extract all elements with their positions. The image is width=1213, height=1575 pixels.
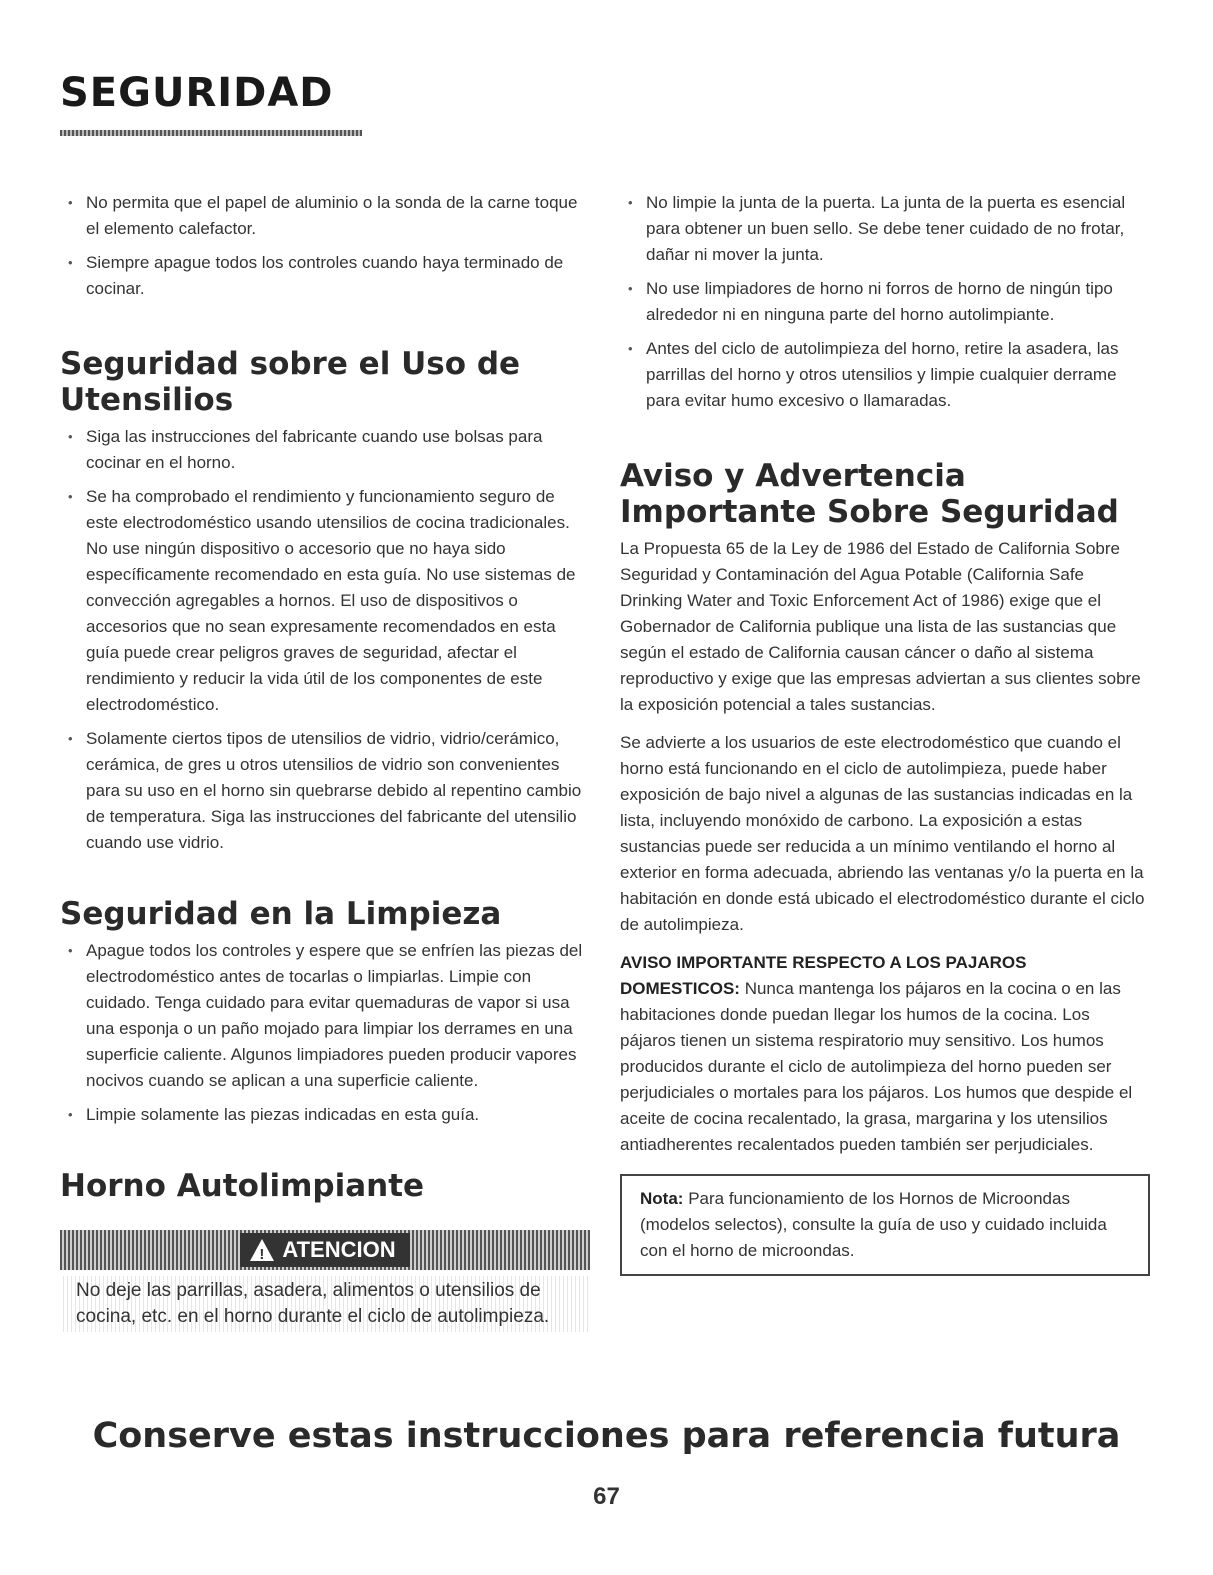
footer-reminder: Conserve estas instrucciones para referencia futura xyxy=(92,1416,1121,1456)
list-item: • Antes del ciclo de autolimpieza del horno, retire la asadera, las parrillas del horno y otros utensilios y limpie cualquier derrame para evitar humo excesivo o llamaradas. xyxy=(620,336,1150,414)
note-label: Nota: xyxy=(640,1189,684,1208)
list-item: • Se ha comprobado el rendimiento y funcionamiento seguro de este electrodoméstico usando utensilios de cocina tradicionales. No use ningún dispositivo o accesorio que no haya sido específicamente recomendado en esta guía. No use sistemas de convección agregables a hornos. El uso de dispositivos o accesorios que no sean expresamente recomendados en esta guía puede crear peligros graves de seguridad, afectar el rendimiento y reducir la vida útil de los componentes de este electrodoméstico. xyxy=(60,484,590,718)
section-heading-notice: Aviso y Advertencia Importante Sobre Seguridad xyxy=(620,458,1119,530)
birds-text: Nunca mantenga los pájaros en la cocina o en las habitaciones donde puedan llegar los humos de la cocina. Los pájaros tienen un sistema respiratorio muy sensitivo. Los humos producidos durante el ciclo de autolimpieza del horno pueden ser perjudiciales o mortales para los pájaros. Los humos que despide el aceite de cocina recalentado, la grasa, margarina y los utensilios antiadherentes recalentados pueden también ser perjudiciales. xyxy=(620,979,1133,1154)
list-item: • No permita que el papel de aluminio o la sonda de la carne toque el elemento calefactor. xyxy=(60,190,590,242)
intro-bullet-list xyxy=(60,190,590,302)
title-underline xyxy=(60,130,362,136)
caution-text: No deje las parrillas, asadera, alimentos o utensilios de cocina, etc. en el horno durante el ciclo de autolimpieza. xyxy=(60,1276,590,1332)
note-box xyxy=(620,1174,1150,1276)
utensils-bullet-list xyxy=(60,424,590,856)
list-item: • Siga las instrucciones del fabricante cuando use bolsas para cocinar en el horno. xyxy=(60,424,590,476)
list-item: • No limpie la junta de la puerta. La junta de la puerta es esencial para obtener un buen sello. Se debe tener cuidado de no frotar, dañar ni mover la junta. xyxy=(620,190,1150,268)
birds-paragraph xyxy=(620,950,1150,1158)
list-item: • Siempre apague todos los controles cuando haya terminado de cocinar. xyxy=(60,250,590,302)
prop65-paragraph: La Propuesta 65 de la Ley de 1986 del Estado de California Sobre Seguridad y Contaminación del Agua Potable (California Safe Drinking Water and Toxic Enforcement Act of 1986) exige que el Gobernador de California publique una lista de las sustancias que según el estado de California causan cáncer o daño al sistema reproductivo y exige que las empresas adviertan a sus clientes sobre la exposición potencial a tales sustancias. xyxy=(620,539,1141,714)
section-heading-self-clean: Horno Autolimpiante xyxy=(60,1168,425,1204)
caution-label: ATENCION xyxy=(282,1237,396,1262)
birds-label: AVISO IMPORTANTE RESPECTO A LOS PAJAROS DOMESTICOS: xyxy=(620,953,1027,998)
page-title: SEGURIDAD xyxy=(60,70,334,116)
page-number: 67 xyxy=(593,1483,620,1510)
right-column xyxy=(620,190,1150,1276)
list-item: • Apague todos los controles y espere que se enfríen las piezas del electrodoméstico antes de tocarlas o limpiarlas. Limpie con cuidado. Tenga cuidado para evitar quemaduras de vapor si usa una esponja o un paño mojado para limpiar los derrames en una superficie caliente. Algunos limpiadores pueden producir vapores nocivos cuando se aplican a una superficie caliente. xyxy=(60,938,590,1094)
caution-label-box xyxy=(240,1233,409,1267)
exposure-paragraph: Se advierte a los usuarios de este electrodoméstico que cuando el horno está funcionando en el ciclo de autolimpieza, puede haber exposición de bajo nivel a algunas de las sustancias indicadas en la lista, incluyendo monóxido de carbono. La exposición a estas sustancias puede ser reducida a un mínimo ventilando el horno al exterior en forma adecuada, abriendo las ventanas y/o la puerta en la habitación en donde está ubicado el electrodoméstico durante el ciclo de autolimpieza. xyxy=(620,733,1145,934)
right-bullet-list xyxy=(620,190,1150,414)
list-item: • No use limpiadores de horno ni forros de horno de ningún tipo alrededor ni en ninguna parte del horno autolimpiante. xyxy=(620,276,1150,328)
list-item: • Solamente ciertos tipos de utensilios de vidrio, vidrio/cerámico, cerámica, de gres u otros utensilios de vidrio son convenientes para su uso en el horno sin quebrarse debido al repentino cambio de temperatura. Siga las instrucciones del fabricante del utensilio cuando use vidrio. xyxy=(60,726,590,856)
section-heading-utensils: Seguridad sobre el Uso de Utensilios xyxy=(60,346,521,418)
section-heading-cleaning: Seguridad en la Limpieza xyxy=(60,896,502,932)
cleaning-bullet-list xyxy=(60,938,590,1128)
caution-banner xyxy=(60,1230,590,1270)
warning-triangle-icon: ! xyxy=(250,1239,274,1261)
left-column xyxy=(60,190,590,1332)
note-text: Para funcionamiento de los Hornos de Microondas (modelos selectos), consulte la guía de uso y cuidado incluida con el horno de microondas. xyxy=(640,1189,1107,1260)
list-item: • Limpie solamente las piezas indicadas en esta guía. xyxy=(60,1102,590,1128)
